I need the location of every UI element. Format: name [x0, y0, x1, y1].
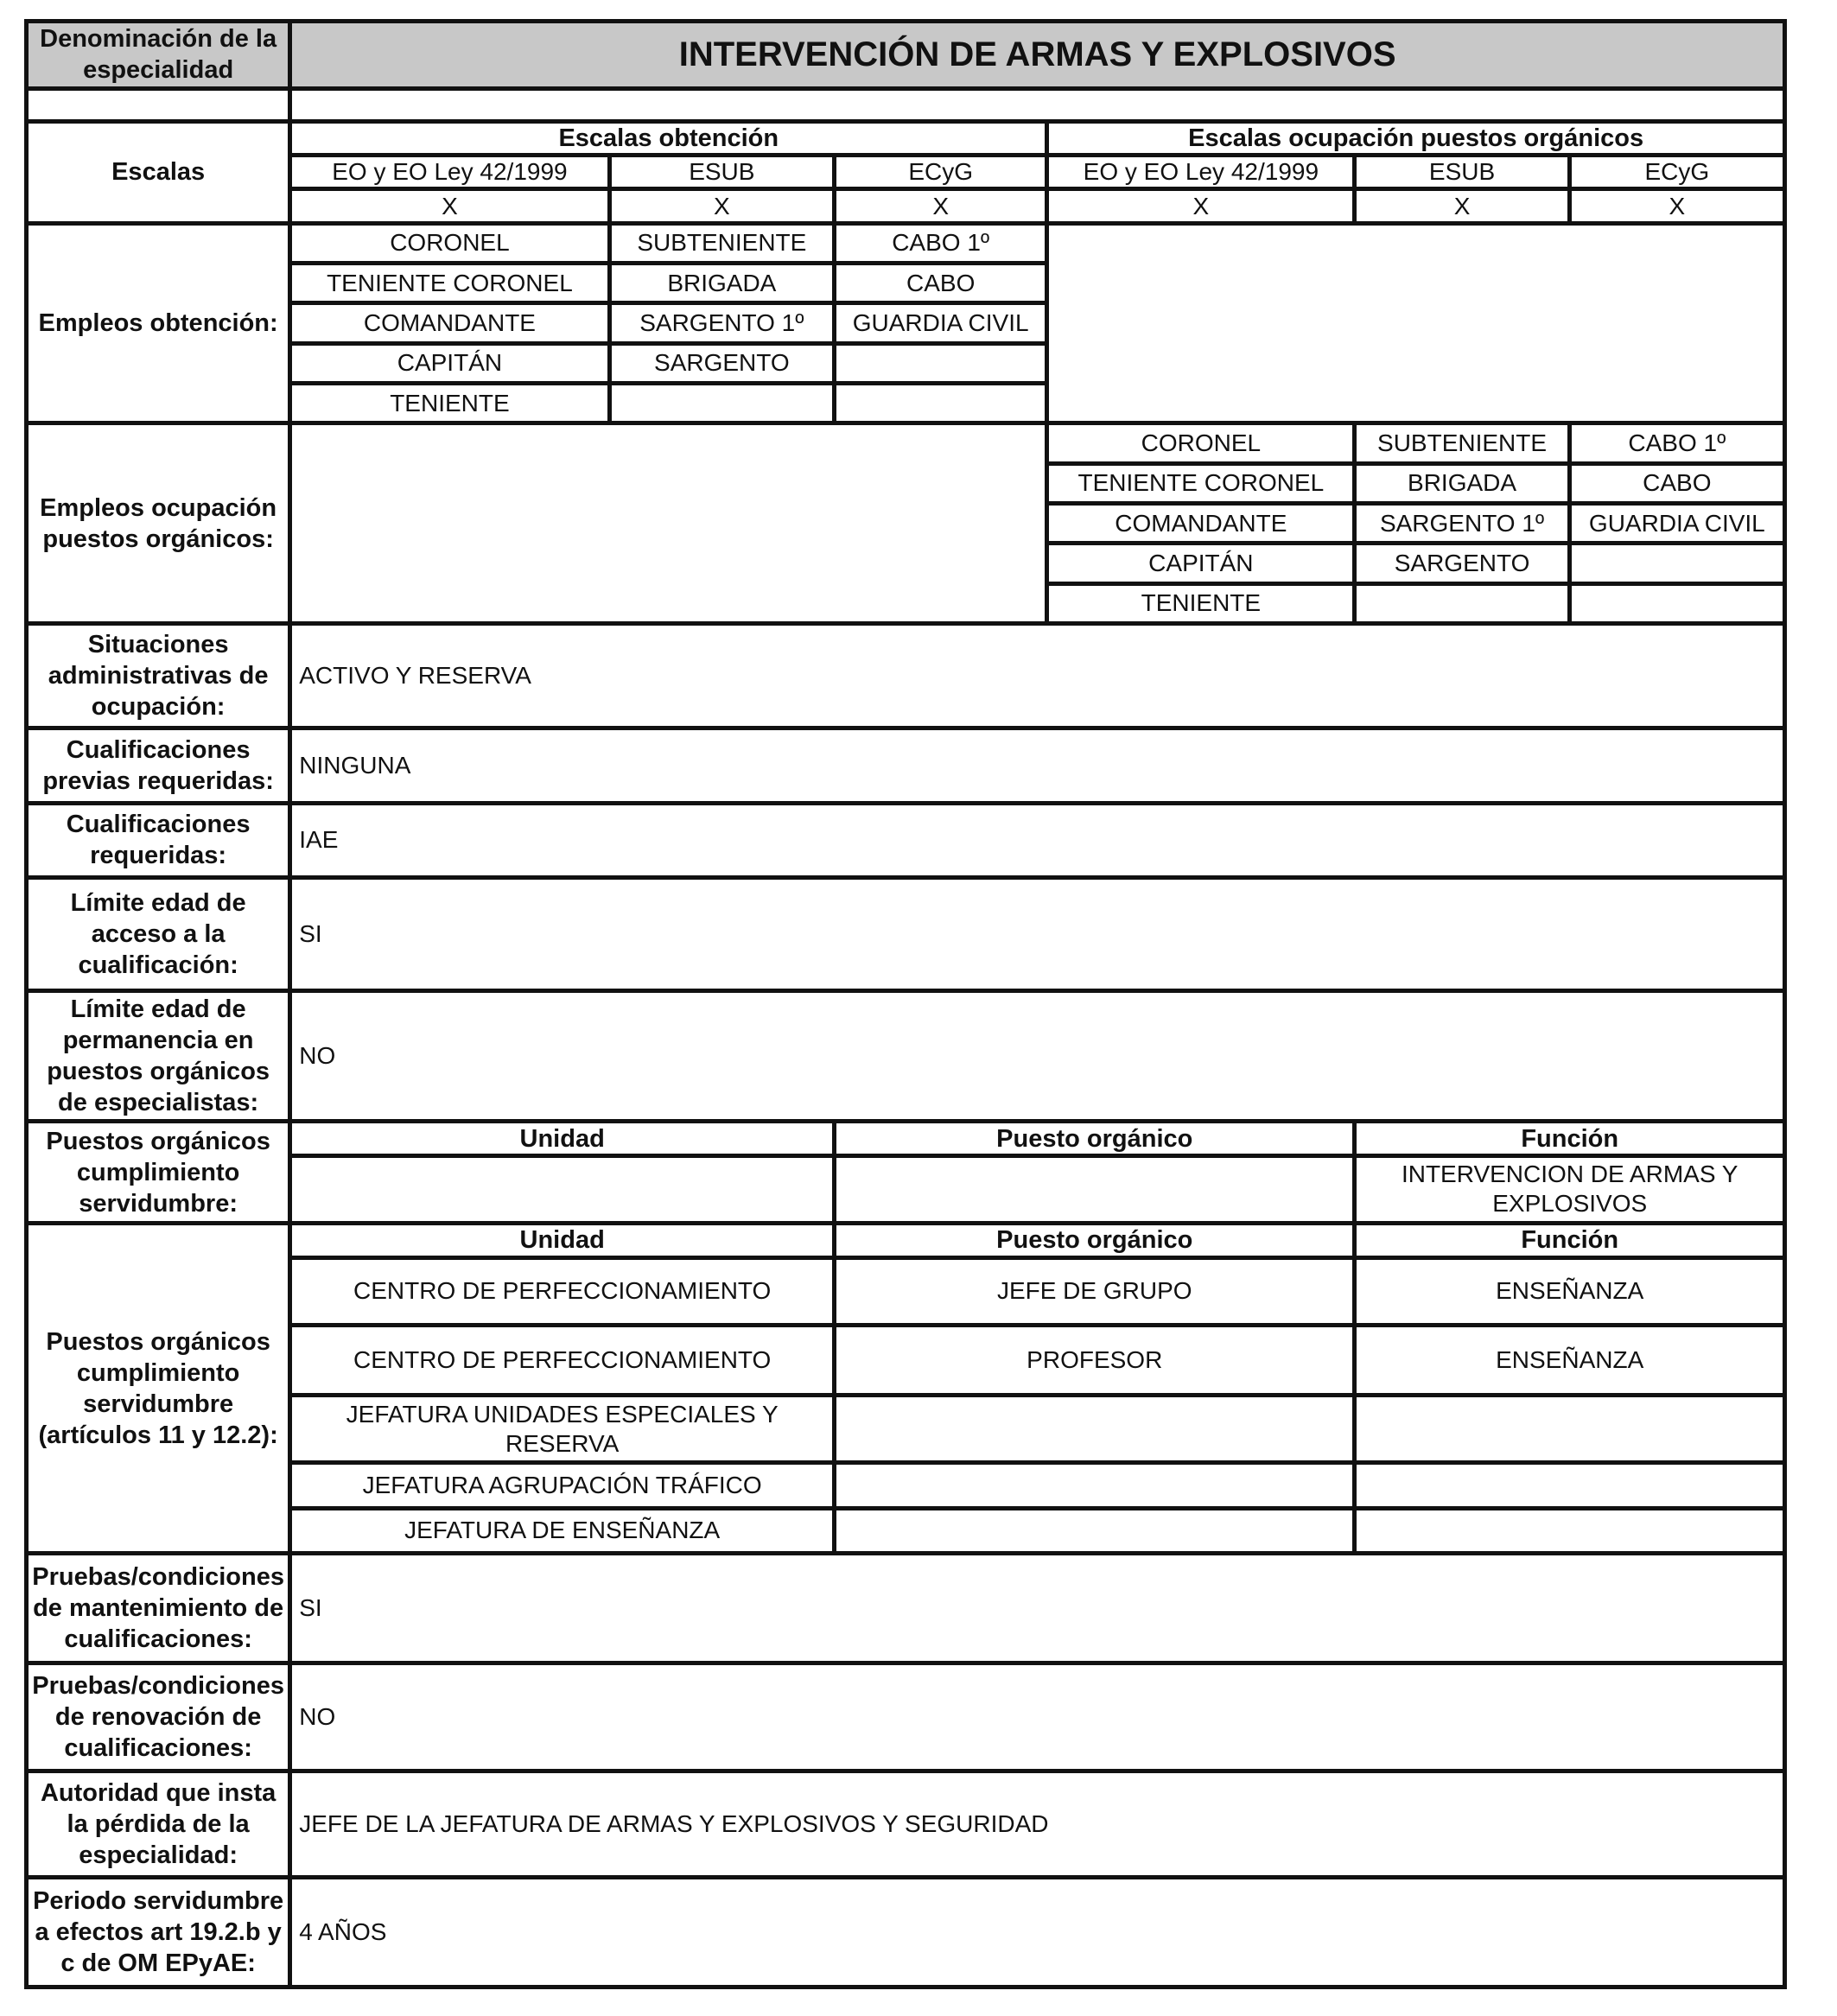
empleos-ocupacion-label: Empleos ocupación puestos orgánicos:	[27, 423, 290, 624]
puestos-servidumbre-row	[27, 1155, 1785, 1224]
col-header-funcion: Función	[1355, 1224, 1785, 1257]
escala-mark: X	[835, 189, 1047, 223]
cualif-requeridas-label: Cualificaciones requeridas:	[27, 803, 290, 878]
funcion-cell	[1355, 1508, 1785, 1553]
unidad-cell: JEFATURA UNIDADES ESPECIALES Y RESERVA	[290, 1395, 835, 1463]
puestos-articulos-label: Puestos orgánicos cumplimiento servidumbre (artículos 11 y 12.2):	[27, 1224, 290, 1554]
unidad-cell: JEFATURA DE ENSEÑANZA	[290, 1508, 835, 1553]
periodo-row	[27, 1877, 1785, 1987]
puesto-cell	[835, 1395, 1355, 1463]
unidad-cell: CENTRO DE PERFECCIONAMIENTO	[290, 1257, 835, 1326]
puestos-articulos-header-row	[27, 1224, 1785, 1257]
pruebas-mantenimiento-label: Pruebas/condiciones de mantenimiento de cualificaciones:	[27, 1554, 290, 1663]
pruebas-mantenimiento-value: SI	[290, 1554, 1785, 1663]
especialidad-title: INTERVENCIÓN DE ARMAS Y EXPLOSIVOS	[290, 22, 1785, 89]
col-header-puesto: Puesto orgánico	[835, 1224, 1355, 1257]
periodo-label: Periodo servidumbre a efectos art 19.2.b y c de OM EPyAE:	[27, 1877, 290, 1987]
empleo-cell: TENIENTE	[1047, 583, 1355, 623]
empleo-cell	[835, 343, 1047, 383]
puesto-cell: JEFE DE GRUPO	[835, 1257, 1355, 1326]
pruebas-renovacion-value: NO	[290, 1663, 1785, 1771]
funcion-cell: ENSEÑANZA	[1355, 1257, 1785, 1326]
escala-col: EO y EO Ley 42/1999	[290, 156, 609, 189]
empleo-cell: CAPITÁN	[1047, 544, 1355, 583]
empleo-cell: SARGENTO	[609, 343, 834, 383]
puesto-cell: PROFESOR	[835, 1326, 1355, 1396]
spacer-cell	[290, 88, 1785, 121]
pruebas-renovacion-row	[27, 1663, 1785, 1771]
funcion-cell	[1355, 1395, 1785, 1463]
unidad-cell: CENTRO DE PERFECCIONAMIENTO	[290, 1326, 835, 1396]
empleo-obtencion-row	[27, 223, 1785, 263]
cualif-previas-value: NINGUNA	[290, 728, 1785, 804]
cualif-previas-label: Cualificaciones previas requeridas:	[27, 728, 290, 804]
col-header-unidad: Unidad	[290, 1122, 835, 1155]
col-header-puesto: Puesto orgánico	[835, 1122, 1355, 1155]
empleos-ocupacion-empty	[290, 423, 1047, 624]
puestos-servidumbre-label: Puestos orgánicos cumplimiento servidumbre:	[27, 1122, 290, 1224]
situaciones-value: ACTIVO Y RESERVA	[290, 624, 1785, 728]
situaciones-label: Situaciones administrativas de ocupación:	[27, 624, 290, 728]
escala-mark: X	[1047, 189, 1355, 223]
empleo-cell	[1355, 583, 1569, 623]
autoridad-row	[27, 1771, 1785, 1877]
empleo-cell: CABO	[835, 264, 1047, 303]
empleo-cell	[1569, 583, 1784, 623]
empleos-obtencion-label: Empleos obtención:	[27, 223, 290, 423]
pruebas-mantenimiento-row	[27, 1554, 1785, 1663]
escala-mark: X	[1355, 189, 1569, 223]
escalas-obtencion-header: Escalas obtención	[290, 121, 1047, 155]
autoridad-value: JEFE DE LA JEFATURA DE ARMAS Y EXPLOSIVOS Y SEGURIDAD	[290, 1771, 1785, 1877]
empleo-cell: SARGENTO 1º	[609, 303, 834, 343]
escala-mark: X	[290, 189, 609, 223]
puestos-articulos-row	[27, 1257, 1785, 1326]
empleo-cell: GUARDIA CIVIL	[1569, 504, 1784, 544]
empleo-cell: TENIENTE	[290, 384, 609, 423]
limite-permanencia-row	[27, 991, 1785, 1122]
empleo-cell: SARGENTO 1º	[1355, 504, 1569, 544]
empleo-cell: BRIGADA	[1355, 463, 1569, 503]
puestos-articulos-row	[27, 1463, 1785, 1508]
limite-permanencia-value: NO	[290, 991, 1785, 1122]
empleo-cell: SARGENTO	[1355, 544, 1569, 583]
empleo-cell: CABO	[1569, 463, 1784, 503]
cualif-requeridas-row	[27, 803, 1785, 878]
empleo-cell: SUBTENIENTE	[609, 223, 834, 263]
cualif-requeridas-value: IAE	[290, 803, 1785, 878]
empleos-obtencion-empty	[1047, 223, 1785, 423]
escala-col: ESUB	[609, 156, 834, 189]
empleo-cell: COMANDANTE	[290, 303, 609, 343]
escalas-label: Escalas	[27, 121, 290, 223]
unidad-cell: JEFATURA AGRUPACIÓN TRÁFICO	[290, 1463, 835, 1508]
periodo-value: 4 AÑOS	[290, 1877, 1785, 1987]
empleo-cell: SUBTENIENTE	[1355, 423, 1569, 463]
empleo-cell: CABO 1º	[835, 223, 1047, 263]
funcion-cell: ENSEÑANZA	[1355, 1326, 1785, 1396]
escala-col: ECyG	[1569, 156, 1784, 189]
unidad-cell	[290, 1155, 835, 1224]
empleo-cell	[609, 384, 834, 423]
cualif-previas-row	[27, 728, 1785, 804]
col-header-funcion: Función	[1355, 1122, 1785, 1155]
escala-col: ECyG	[835, 156, 1047, 189]
limite-acceso-row	[27, 878, 1785, 991]
empleo-cell: BRIGADA	[609, 264, 834, 303]
limite-acceso-value: SI	[290, 878, 1785, 991]
empleo-cell: COMANDANTE	[1047, 504, 1355, 544]
empleo-cell	[835, 384, 1047, 423]
escalas-header-row	[27, 121, 1785, 155]
escala-mark: X	[1569, 189, 1784, 223]
empleo-cell: CABO 1º	[1569, 423, 1784, 463]
funcion-cell	[1355, 1463, 1785, 1508]
empleo-cell: CORONEL	[1047, 423, 1355, 463]
empleo-cell: CAPITÁN	[290, 343, 609, 383]
escalas-ocupacion-header: Escalas ocupación puestos orgánicos	[1047, 121, 1785, 155]
escala-col: EO y EO Ley 42/1999	[1047, 156, 1355, 189]
escalas-marks-row	[27, 189, 1785, 223]
empleo-cell: CORONEL	[290, 223, 609, 263]
escala-mark: X	[609, 189, 834, 223]
especialidad-label: Denominación de la especialidad	[27, 22, 290, 89]
empleo-cell: TENIENTE CORONEL	[1047, 463, 1355, 503]
puesto-cell	[835, 1463, 1355, 1508]
empleo-ocupacion-row	[27, 423, 1785, 463]
spacer-row	[27, 88, 1785, 121]
header-row	[27, 22, 1785, 89]
puestos-articulos-row	[27, 1326, 1785, 1396]
puesto-cell	[835, 1155, 1355, 1224]
puestos-servidumbre-header-row	[27, 1122, 1785, 1155]
funcion-cell: INTERVENCION DE ARMAS Y EXPLOSIVOS	[1355, 1155, 1785, 1224]
autoridad-label: Autoridad que insta la pérdida de la especialidad:	[27, 1771, 290, 1877]
especialidad-table	[24, 19, 1787, 1989]
puestos-articulos-row	[27, 1395, 1785, 1463]
empleo-cell: GUARDIA CIVIL	[835, 303, 1047, 343]
situaciones-row	[27, 624, 1785, 728]
spacer-cell	[27, 88, 290, 121]
limite-acceso-label: Límite edad de acceso a la cualificación:	[27, 878, 290, 991]
limite-permanencia-label: Límite edad de permanencia en puestos orgánicos de especialistas:	[27, 991, 290, 1122]
col-header-unidad: Unidad	[290, 1224, 835, 1257]
puesto-cell	[835, 1508, 1355, 1553]
empleo-cell	[1569, 544, 1784, 583]
pruebas-renovacion-label: Pruebas/condiciones de renovación de cualificaciones:	[27, 1663, 290, 1771]
escalas-cols-row	[27, 156, 1785, 189]
escala-col: ESUB	[1355, 156, 1569, 189]
empleo-cell: TENIENTE CORONEL	[290, 264, 609, 303]
puestos-articulos-row	[27, 1508, 1785, 1553]
